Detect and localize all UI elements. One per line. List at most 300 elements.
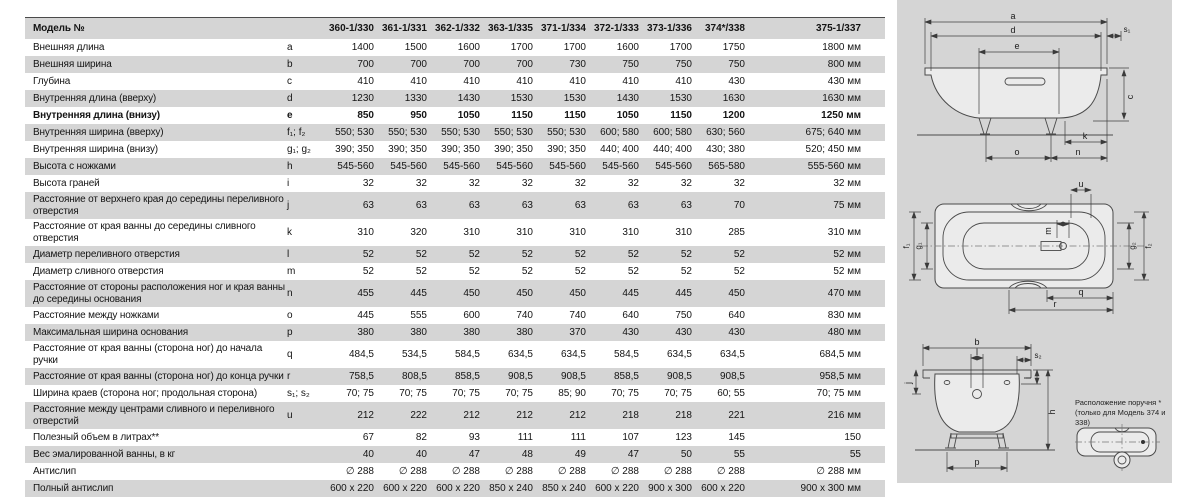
cell-value: 310	[622, 226, 639, 238]
cell-value: 216 мм	[827, 409, 861, 421]
cell-value: 758,5	[348, 370, 374, 382]
table-row	[25, 90, 885, 107]
cell-value: 600 x 220	[436, 482, 480, 494]
cell-value: 430 мм	[827, 75, 861, 87]
cell-value: 634,5	[507, 348, 533, 360]
cell-value: 640	[622, 309, 639, 321]
table-row	[25, 480, 885, 497]
cell-value: 320	[410, 226, 427, 238]
cell-value: 410	[675, 75, 692, 87]
plan-view-drawing	[921, 204, 1145, 288]
cell-value: 1530	[669, 92, 692, 104]
row-label: Диаметр переливного отверстия	[33, 248, 180, 260]
cell-value: ∅ 288	[398, 465, 427, 477]
cell-value: 410	[569, 75, 586, 87]
cell-value: 32	[521, 177, 533, 189]
cell-value: 410	[516, 75, 533, 87]
dim-label-s2: s₂	[1034, 351, 1042, 360]
cell-value: 1530	[510, 92, 533, 104]
dim-label-l: l	[976, 347, 978, 357]
section-view-drawing	[915, 370, 1055, 450]
cell-value: 63	[468, 199, 480, 211]
cell-value: 212	[463, 409, 480, 421]
foot-right	[997, 433, 1009, 448]
row-label: Высота с ножками	[33, 160, 116, 172]
table-row	[25, 39, 885, 56]
cell-value: 52	[627, 248, 639, 260]
table-row	[25, 280, 885, 307]
dim-label-u: u	[1078, 179, 1084, 189]
row-symbol: k	[287, 226, 292, 238]
cell-value: 740	[569, 309, 586, 321]
cell-value: 85; 90	[558, 387, 586, 399]
cell-value: 550; 530	[335, 126, 374, 138]
cell-value: 410	[410, 75, 427, 87]
cell-value: 212	[357, 409, 374, 421]
row-symbol: u	[287, 409, 293, 421]
cell-value: 212	[569, 409, 586, 421]
cell-value: 1230	[351, 92, 374, 104]
cell-value: 285	[728, 226, 745, 238]
table-row	[25, 73, 885, 90]
cell-value: 808,5	[401, 370, 427, 382]
cell-value: 850	[357, 109, 374, 121]
cell-value: 430; 380	[706, 143, 745, 155]
cell-value: 545-560	[655, 160, 692, 172]
cell-value: 40	[415, 448, 427, 460]
cell-value: 70; 75	[505, 387, 533, 399]
table-row	[25, 158, 885, 175]
cell-value: 380	[516, 326, 533, 338]
dim-label-a: a	[1010, 11, 1016, 21]
cell-value: 830 мм	[827, 309, 861, 321]
cell-value: 55	[733, 448, 745, 460]
cell-value: 63	[362, 199, 374, 211]
cell-value: 70; 75	[346, 387, 374, 399]
cell-value: 63	[415, 199, 427, 211]
cell-value: 370	[569, 326, 586, 338]
dim-label-b: b	[974, 337, 980, 347]
cell-value: 93	[468, 431, 480, 443]
dim-label-g2: g₂	[1128, 242, 1137, 250]
cell-value: ∅ 288 мм	[816, 465, 861, 477]
cell-value: 55	[849, 448, 861, 460]
table-row	[25, 307, 885, 324]
cell-value: 545-560	[390, 160, 427, 172]
cell-value: 600	[463, 309, 480, 321]
row-label: Внешняя длина	[33, 41, 105, 53]
cell-value: 60; 55	[717, 387, 745, 399]
cell-value: 52	[415, 248, 427, 260]
cell-value: 70	[733, 199, 745, 211]
cell-value: 1600	[457, 41, 480, 53]
table-header-label: Модель №	[33, 22, 85, 34]
cell-value: 310	[463, 226, 480, 238]
dim-label-d: d	[1010, 25, 1016, 35]
foot-right	[1045, 118, 1058, 134]
cell-value: 70; 75	[611, 387, 639, 399]
dim-label-r: r	[1053, 299, 1057, 309]
row-label: Внешняя ширина	[33, 58, 112, 70]
cell-value: 390; 350	[335, 143, 374, 155]
cell-value: 440; 400	[600, 143, 639, 155]
cell-value: ∅ 288	[345, 465, 374, 477]
side-view-drawing	[917, 68, 1113, 135]
cell-value: 123	[675, 431, 692, 443]
cell-value: 740	[516, 309, 533, 321]
cell-value: 40	[362, 448, 374, 460]
row-symbol: l	[287, 248, 290, 260]
row-label: Глубина	[33, 75, 71, 87]
cell-value: 1050	[616, 109, 639, 121]
cell-value: 600 x 220	[330, 482, 374, 494]
cell-value: 480 мм	[827, 326, 861, 338]
row-symbol: p	[287, 326, 293, 338]
dim-label-m: m	[1043, 227, 1053, 235]
cell-value: 545-560	[337, 160, 374, 172]
dim-label-f2: f₂	[1144, 243, 1153, 249]
row-symbol: q	[287, 348, 293, 360]
row-symbol: n	[287, 287, 293, 299]
cell-value: 800 мм	[827, 58, 861, 70]
cell-value: 908,5	[719, 370, 745, 382]
row-symbol: j	[287, 199, 290, 211]
cell-value: 630; 560	[706, 126, 745, 138]
handle-note-line1: Расположение поручня *	[1075, 398, 1162, 407]
cell-value: 380	[463, 326, 480, 338]
cell-value: 555-560 мм	[807, 160, 861, 172]
cell-value: 750	[675, 309, 692, 321]
spec-table-body	[25, 39, 885, 497]
cell-value: 1530	[563, 92, 586, 104]
row-label: Расстояние от края ванны до середины сливного отверстия	[33, 221, 256, 244]
row-label: Вес эмалированной ванны, в кг	[33, 448, 176, 460]
cell-value: 600 x 220	[701, 482, 745, 494]
cell-value: 390; 350	[441, 143, 480, 155]
table-row	[25, 324, 885, 341]
table-row	[25, 141, 885, 158]
cell-value: 445	[622, 287, 639, 299]
cell-value: 450	[516, 287, 533, 299]
cell-value: 52	[627, 265, 639, 277]
cell-value: 550; 530	[494, 126, 533, 138]
row-label: Высота граней	[33, 177, 100, 189]
cell-value: 52 мм	[833, 248, 861, 260]
row-label: Максимальная ширина основания	[33, 326, 189, 338]
table-row	[25, 192, 885, 219]
cell-value: 52	[680, 248, 692, 260]
table-row	[25, 429, 885, 446]
cell-value: 82	[415, 431, 427, 443]
handle-location-note	[1075, 398, 1171, 427]
cell-value: 111	[570, 431, 586, 443]
cell-value: 111	[517, 431, 533, 443]
dim-label-j: j	[903, 382, 913, 384]
cell-value: 32	[468, 177, 480, 189]
cell-value: 218	[622, 409, 639, 421]
cell-value: 600 x 220	[383, 482, 427, 494]
cell-value: 850 x 240	[489, 482, 533, 494]
cell-value: 584,5	[454, 348, 480, 360]
section-view-diagram	[903, 330, 1062, 478]
cell-value: 1050	[457, 109, 480, 121]
table-row	[25, 175, 885, 192]
cell-value: 380	[410, 326, 427, 338]
model-header-9: 375-1/337	[815, 22, 861, 34]
mini-handle-outer	[1114, 452, 1130, 468]
cell-value: 222	[410, 409, 427, 421]
mini-plan-drawing	[1075, 424, 1160, 471]
cell-value: ∅ 288	[610, 465, 639, 477]
cell-value: 50	[680, 448, 692, 460]
cell-value: 430	[728, 326, 745, 338]
spec-table	[25, 17, 885, 497]
cell-value: 70; 75	[664, 387, 692, 399]
cell-value: 640	[728, 309, 745, 321]
cell-value: 445	[675, 287, 692, 299]
model-header-5: 371-1/334	[540, 22, 586, 34]
cell-value: 63	[627, 199, 639, 211]
table-row	[25, 246, 885, 263]
foot-left	[979, 118, 992, 134]
row-symbol: b	[287, 58, 293, 70]
cell-value: 1630	[722, 92, 745, 104]
cell-value: 310	[675, 226, 692, 238]
cell-value: 908,5	[560, 370, 586, 382]
cell-value: 440; 400	[653, 143, 692, 155]
row-label: Расстояние между центрами сливного и переливного отверстий	[33, 404, 275, 427]
dim-label-f1: f₁	[902, 243, 911, 249]
cell-value: 63	[574, 199, 586, 211]
row-label: Расстояние от верхнего края до середины переливного отверстия	[33, 194, 284, 217]
cell-value: 380	[357, 326, 374, 338]
cell-value: 48	[521, 448, 533, 460]
cell-value: 107	[622, 431, 639, 443]
dim-label-p: p	[974, 457, 980, 467]
row-symbol: a	[287, 41, 293, 53]
cell-value: 1150	[511, 109, 533, 121]
model-header-6: 372-1/333	[593, 22, 639, 34]
cell-value: 1500	[404, 41, 427, 53]
handle-location-diagram	[1075, 424, 1160, 472]
cell-value: 218	[675, 409, 692, 421]
cell-value: 63	[680, 199, 692, 211]
row-label: Расстояние от края ванны (сторона ног) до конца ручки	[33, 370, 284, 382]
foot-left	[945, 433, 957, 448]
row-label: Внутренняя длина (вверху)	[33, 92, 157, 104]
cell-value: 450	[463, 287, 480, 299]
cell-value: 32	[627, 177, 639, 189]
cell-value: 534,5	[401, 348, 427, 360]
cell-value: 70; 75	[399, 387, 427, 399]
cell-value: 908,5	[666, 370, 692, 382]
cell-value: ∅ 288	[716, 465, 745, 477]
cell-value: 550; 530	[441, 126, 480, 138]
cell-value: 700	[463, 58, 480, 70]
cell-value: 32	[680, 177, 692, 189]
cell-value: 52	[521, 265, 533, 277]
dim-label-o: o	[1014, 147, 1020, 157]
dim-label-k: k	[1082, 131, 1088, 141]
cell-value: 550; 530	[388, 126, 427, 138]
dim-label-c: c	[1125, 94, 1135, 100]
cell-value: 634,5	[560, 348, 586, 360]
cell-value: 750	[728, 58, 745, 70]
cell-value: 310 мм	[827, 226, 861, 238]
cell-value: 1700	[563, 41, 586, 53]
cell-value: 150	[844, 431, 861, 443]
row-symbol: r	[287, 370, 291, 382]
row-symbol: d	[287, 92, 293, 104]
cell-value: 32 мм	[833, 177, 861, 189]
cell-value: ∅ 288	[663, 465, 692, 477]
cell-value: 545-560	[602, 160, 639, 172]
cell-value: 545-560	[496, 160, 533, 172]
cell-value: 410	[622, 75, 639, 87]
cell-value: 450	[569, 287, 586, 299]
cell-value: 634,5	[666, 348, 692, 360]
cell-value: 484,5	[348, 348, 374, 360]
cell-value: 545-560	[443, 160, 480, 172]
model-header-7: 373-1/336	[646, 22, 692, 34]
cell-value: 600 x 220	[595, 482, 639, 494]
row-label: Внутренняя ширина (внизу)	[33, 143, 158, 155]
cell-value: 750	[622, 58, 639, 70]
cell-value: 52	[733, 248, 745, 260]
cell-value: 450	[728, 287, 745, 299]
dim-label-e: e	[1014, 41, 1020, 51]
diagram-panel	[897, 0, 1172, 483]
row-label: Антислип	[33, 465, 76, 477]
row-label: Расстояние от края ванны (сторона ног) до начала ручки	[33, 343, 263, 366]
side-view-diagram	[913, 4, 1163, 170]
cell-value: 958,5 мм	[819, 370, 861, 382]
cell-value: 584,5	[613, 348, 639, 360]
cell-value: 52	[574, 265, 586, 277]
table-row	[25, 463, 885, 480]
cell-value: 52	[468, 265, 480, 277]
row-label: Внутренняя ширина (вверху)	[33, 126, 164, 138]
table-row	[25, 56, 885, 73]
cell-value: 32	[362, 177, 374, 189]
table-row	[25, 263, 885, 280]
row-label: Полезный объем в литрах**	[33, 431, 160, 443]
cell-value: 1630 мм	[822, 92, 861, 104]
mini-drain-dot	[1141, 440, 1145, 444]
cell-value: 52	[733, 265, 745, 277]
cell-value: 52	[574, 248, 586, 260]
cell-value: 390; 350	[388, 143, 427, 155]
cell-value: 730	[569, 58, 586, 70]
cell-value: 1750	[722, 41, 745, 53]
cell-value: 70; 75	[452, 387, 480, 399]
cell-value: 1430	[457, 92, 480, 104]
cell-value: 858,5	[613, 370, 639, 382]
table-row	[25, 402, 885, 429]
cell-value: 908,5	[507, 370, 533, 382]
row-symbol: h	[287, 160, 293, 172]
table-row	[25, 385, 885, 402]
cell-value: 430	[675, 326, 692, 338]
cell-value: 600; 580	[653, 126, 692, 138]
cell-value: 950	[410, 109, 427, 121]
model-header-4: 363-1/335	[487, 22, 533, 34]
cell-value: 390; 350	[494, 143, 533, 155]
row-symbol: f₁; f₂	[287, 126, 306, 138]
row-label: Внутренняя длина (внизу)	[33, 109, 160, 121]
cell-value: 1400	[351, 41, 374, 53]
table-row	[25, 219, 885, 246]
cell-value: 445	[410, 287, 427, 299]
cell-value: 32	[415, 177, 427, 189]
cell-value: 550; 530	[547, 126, 586, 138]
cell-value: 850 x 240	[542, 482, 586, 494]
cell-value: 700	[516, 58, 533, 70]
cell-value: 52	[680, 265, 692, 277]
cell-value: 445	[357, 309, 374, 321]
tub-section	[935, 374, 1020, 432]
dim-label-h: h	[1047, 409, 1057, 415]
cell-value: 1700	[669, 41, 692, 53]
cell-value: 52	[468, 248, 480, 260]
cell-value: 1200	[722, 109, 745, 121]
cell-value: 47	[627, 448, 639, 460]
cell-value: 858,5	[454, 370, 480, 382]
cell-value: 390; 350	[547, 143, 586, 155]
cell-value: 75 мм	[833, 199, 861, 211]
cell-value: 49	[574, 448, 586, 460]
cell-value: 470 мм	[827, 287, 861, 299]
cell-value: 63	[521, 199, 533, 211]
dim-label-s1: s₁	[1123, 25, 1131, 34]
cell-value: 600; 580	[600, 126, 639, 138]
cell-value: 32	[733, 177, 745, 189]
cell-value: 52 мм	[833, 265, 861, 277]
cell-value: 1700	[510, 41, 533, 53]
model-header-2: 361-1/331	[381, 22, 427, 34]
bathtub-profile	[925, 68, 1107, 118]
cell-value: 900 x 300	[648, 482, 692, 494]
dim-label-g1: g₁	[914, 242, 923, 250]
cell-value: 675; 640 мм	[805, 126, 861, 138]
cell-value: 47	[468, 448, 480, 460]
cell-value: 1800 мм	[822, 41, 861, 53]
cell-value: 634,5	[719, 348, 745, 360]
cell-value: 1430	[616, 92, 639, 104]
cell-value: 430	[622, 326, 639, 338]
cell-value: 145	[728, 431, 745, 443]
cell-value: 684,5 мм	[819, 348, 861, 360]
cell-value: 455	[357, 287, 374, 299]
dim-label-n: n	[1075, 147, 1081, 157]
support-rail	[951, 434, 1003, 438]
cell-value: 1600	[616, 41, 639, 53]
dim-label-i: i	[1023, 377, 1033, 379]
row-symbol: o	[287, 309, 293, 321]
table-header-row	[25, 17, 885, 39]
cell-value: 67	[362, 431, 374, 443]
row-symbol: e	[287, 109, 293, 121]
plan-view-diagram	[902, 176, 1161, 316]
cell-value: 70; 75 мм	[816, 387, 861, 399]
cell-value: 212	[516, 409, 533, 421]
table-row	[25, 368, 885, 385]
handle-note-line2: (только для Модель 374 и 338)	[1075, 407, 1166, 427]
row-label: Диаметр сливного отверстия	[33, 265, 164, 277]
row-symbol: c	[287, 75, 292, 87]
cell-value: 700	[410, 58, 427, 70]
row-symbol: i	[287, 177, 290, 189]
